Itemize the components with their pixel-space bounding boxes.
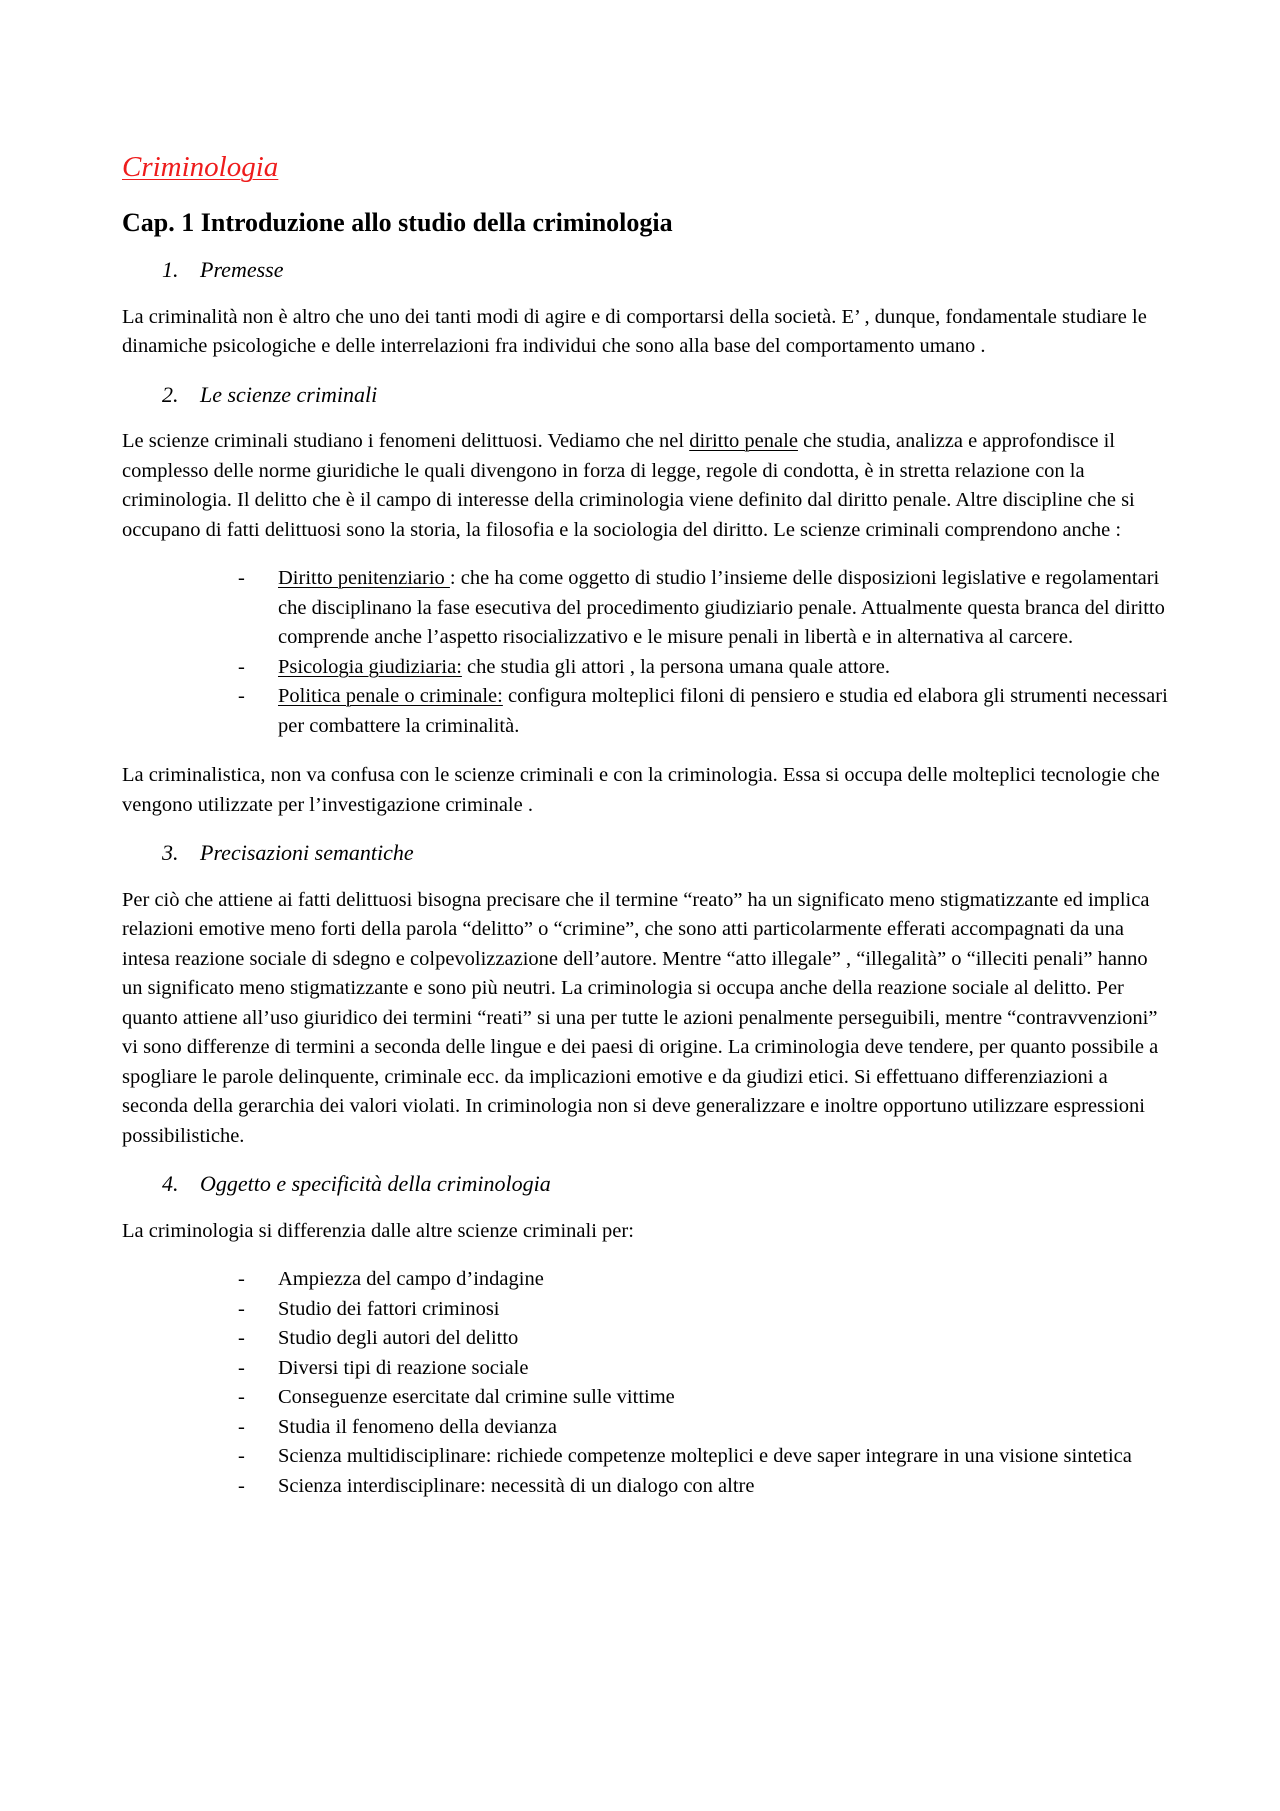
list-item-content — [278, 682, 1172, 741]
list-item — [122, 1324, 1172, 1354]
list-item-text: Scienza multidisciplinare: richiede competenze molteplici e deve saper integrare in una visione sintetica — [278, 1445, 1132, 1468]
list-item — [122, 682, 1172, 741]
paragraph-oggetto: La criminologia si differenzia dalle altre scienze criminali per: — [122, 1219, 634, 1242]
list-item — [122, 1383, 1172, 1413]
list-item-text: Studio dei fattori criminosi — [278, 1297, 500, 1320]
list-dash: - — [238, 1327, 245, 1350]
list-item — [122, 1413, 1172, 1443]
document-page — [122, 150, 1172, 1521]
list-item — [122, 1354, 1172, 1384]
list-dash: - — [238, 685, 245, 708]
list-item-text: Studia il fenomeno della devianza — [278, 1415, 557, 1438]
list-item-text: Scienza interdisciplinare: necessità di un dialogo con altre — [278, 1474, 755, 1497]
list-item-content — [278, 564, 1172, 653]
paragraph-precisazioni: Per ciò che attiene ai fatti delittuosi bisogna precisare che il termine “reato” ha un significato meno stigmatizzante ed implica relazioni emotive meno forti della parola “delitto” o “crimine”, che sono atti particolarmente efferati accompagnati da una intesa reazione sociale di sdegno e colpevolizzazione dell’autore. Mentre “atto illegale” , “illegalità” o “illeciti penali” hanno un significato meno stigmatizzante e sono più neutri. La criminologia si occupa anche della reazione sociale al delitto. Per quanto attiene all’uso giuridico dei termini “reati” si una per tutte le azioni penalmente perseguibili, mentre “contravvenzioni” vi sono differenze di termini a seconda delle lingue e dei paesi di origine. La criminologia deve tendere, per quanto possibile a spogliare le parole delinquente, criminale ecc. da implicazioni emotive e da giudizi etici. Si effettuano differenziazioni a seconda della gerarchia dei valori violati. In criminologia non si deve generalizzare e inoltre opportuno utilizzare espressioni possibilistiche. — [122, 888, 1159, 1147]
section-number: 3. — [162, 840, 179, 866]
section-heading-1 — [122, 256, 1172, 285]
section-heading-4 — [122, 1170, 1172, 1199]
section-number: 1. — [162, 256, 179, 282]
list-item-term: Politica penale o criminale: — [278, 685, 503, 708]
list-dash: - — [238, 655, 245, 678]
section-title: Premesse — [200, 256, 284, 282]
paragraph-premesse: La criminalità non è altro che uno dei tanti modi di agire e di comportarsi della società. E’ , dunque, fondamentale studiare le dinamiche psicologiche e delle interrelazioni fra individui che sono alla base del comportamento umano . — [122, 305, 1147, 358]
list-dash: - — [238, 1356, 245, 1379]
list-item-content — [278, 653, 1172, 683]
list-item — [122, 1442, 1172, 1472]
section-heading-2 — [122, 381, 1172, 410]
list-item — [122, 653, 1172, 683]
list-item-term: Psicologia giudiziaria: — [278, 655, 462, 678]
list-dash: - — [238, 1297, 245, 1320]
document-title: Criminologia — [122, 151, 279, 183]
list-item-text: Ampiezza del campo d’indagine — [278, 1268, 544, 1291]
list-item — [122, 1265, 1172, 1295]
section-title: Precisazioni semantiche — [200, 840, 414, 866]
list-dash: - — [238, 1445, 245, 1468]
chapter-heading: Cap. 1 Introduzione allo studio della criminologia — [122, 207, 673, 237]
paragraph-scienze-criminali — [122, 427, 1172, 545]
list-item — [122, 1295, 1172, 1325]
list-dash: - — [238, 1474, 245, 1497]
list-item-text: : che ha come oggetto di studio l’insieme delle disposizioni legislative e regolamentari che disciplinano la fase esecutiva del procedimento giudiziario penale. Attualmente questa branca del diritto comprende anche l’aspetto risocializzativo e le misure penali in libertà e in alternativa al carcere. — [278, 567, 1165, 649]
list-dash: - — [238, 1386, 245, 1409]
list-item — [122, 564, 1172, 653]
list-item — [122, 1472, 1172, 1502]
list-item-term: Diritto penitenziario — [278, 567, 450, 590]
paragraph-criminalistica: La criminalistica, non va confusa con le scienze criminali e con la criminologia. Essa si occupa delle molteplici tecnologie che vengono utilizzate per l’investigazione criminale . — [122, 764, 1160, 816]
list-item-text: Diversi tipi di reazione sociale — [278, 1356, 529, 1379]
list-item-text: Conseguenze esercitate dal crimine sulle vittime — [278, 1386, 675, 1409]
list-dash: - — [238, 567, 245, 590]
scienze-criminali-list — [122, 564, 1172, 741]
paragraph-text: Le scienze criminali studiano i fenomeni delittuosi. Vediamo che nel — [122, 430, 690, 453]
section-heading-3 — [122, 839, 1172, 868]
section-number: 4. — [162, 1171, 179, 1197]
list-item-text: configura molteplici filoni di pensiero e studia ed elabora gli strumenti necessari per combattere la criminalità. — [278, 685, 1168, 737]
list-item-text: che studia gli attori , la persona umana quale attore. — [461, 655, 890, 678]
section-title: Oggetto e specificità della criminologia — [200, 1171, 551, 1197]
list-dash: - — [238, 1415, 245, 1438]
section-title: Le scienze criminali — [200, 381, 378, 407]
specificita-list — [122, 1265, 1172, 1501]
list-dash: - — [238, 1268, 245, 1291]
section-number: 2. — [162, 381, 179, 407]
list-item-text: Studio degli autori del delitto — [278, 1327, 519, 1350]
paragraph-text: che studia, analizza e approfondisce il complesso delle norme giuridiche le quali divengono in forza di legge, regole di condotta, è in stretta relazione con la criminologia. Il delitto che è il campo di interesse della criminologia viene definito dal diritto penale. Altre discipline che si occupano di fatti delittuosi sono la storia, la filosofia e la sociologia del diritto. Le scienze criminali comprendono anche : — [122, 430, 1135, 541]
diritto-penale-term: diritto penale — [689, 430, 798, 453]
